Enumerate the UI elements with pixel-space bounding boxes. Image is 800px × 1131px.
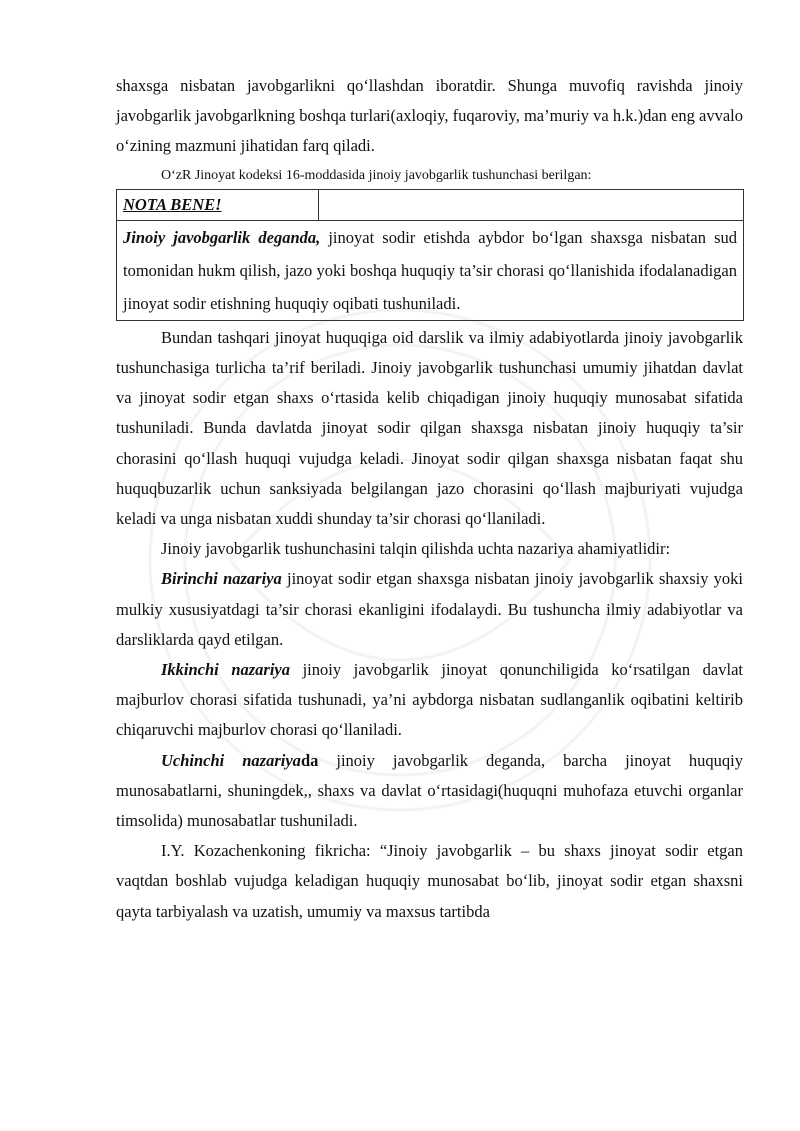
nota-bene-term: Jinoiy javobgarlik deganda, <box>123 227 321 247</box>
nota-bene-empty-cell <box>319 189 744 220</box>
nota-bene-definition-text: jinoyat sodir etishda aybdor bo‘lgan shaxsga nisbatan sud tomonidan hukm qilish, jazo yoki boshqa huquqiy ta’sir chorasi qo‘llanishida ifodalanadigan jinoyat sodir etishning huquqiy oqibati tushuniladi. <box>123 227 737 313</box>
nota-bene-header-cell <box>117 189 319 220</box>
nota-bene-header: NOTA BENE! <box>123 194 222 214</box>
third-theory-term: Uchinchi nazariya <box>161 750 301 770</box>
second-theory-text: jinoiy javobgarlik jinoyat qonunchiligida ko‘rsatilgan davlat majburlov chorasi sifatida tushunadi, ya’ni aybdorga nisbatan sudlanganlik oqibatini keltirib chiqaruvchi majburlov chorasi qo‘llaniladi. <box>116 660 743 740</box>
table-caption: O‘zR Jinoyat kodeksi 16-moddasida jinoiy javobgarlik tushunchasi berilgan: <box>161 167 592 183</box>
nota-bene-box <box>116 189 744 321</box>
paragraph-quote: I.Y. Kozachenkoning fikricha: “Jinoiy javobgarlik – bu shaxs jinoyat sodir etgan vaqtdan boshlab vujudga keladigan huquqiy munosabat bo‘lib, jinoyat sodir etgan shaxsni qayta tarbiyalash va uzatish, umumiy va maxsus tartibda <box>116 841 743 921</box>
third-theory-suffix: da <box>300 750 319 770</box>
paragraph-first-theory <box>116 564 743 655</box>
third-theory-text: jinoiy javobgarlik deganda, barcha jinoyat huquqiy munosabatlarni, shuningdek,, shaxs va davlat o‘rtasidagi(huquqni muhofaza etuvchi organlar timsolida) munosabatlar tushuniladi. <box>116 750 743 831</box>
second-theory-term: Ikkinchi nazariya <box>161 660 291 680</box>
paragraph: shaxsga nisbatan javobgarlikni qo‘llashdan iboratdir. Shunga muvofiq ravishda jinoiy javobgarlik javobgarlkning boshqa turlari(axloqiy, fuqaroviy, ma’muriy va h.k.)dan eng avvalo o‘zining mazmuni jihatidan farq qiladi. <box>116 76 743 156</box>
first-theory-term: Birinchi nazariya <box>161 569 282 589</box>
document-body <box>116 71 743 927</box>
paragraph: Bundan tashqari jinoyat huquqiga oid darslik va ilmiy adabiyotlarda jinoiy javobgarlik tushunchasiga turlicha ta’rif beriladi. Jinoiy javobgarlik tushunchasi umumiy jihatdan davlat va jinoyat sodir etgan shaxs o‘rtasida kelib chiqadigan jinoiy huquqiy munosabat sifatida tushuniladi. Bunda davlatda jinoyat sodir qilgan shaxsga nisbatan jinoiy huquqiy ta’sir chorasini qo‘llash huquqi vujudga keladi. Jinoyat sodir qilgan shaxsga nisbatan faqat shu huquqbuzarlik uchun sanksiyada belgilangan jazo chorasini qo‘llash majburiyati vujudga keladi va unga nisbatan xuddi shunday ta’sir chorasi qo‘llaniladi. <box>116 327 743 529</box>
paragraph-third-theory <box>116 746 743 837</box>
nota-bene-definition <box>117 220 744 320</box>
paragraph: Jinoiy javobgarlik tushunchasini talqin qilishda uchta nazariya ahamiyatlidir: <box>161 539 671 559</box>
paragraph-second-theory <box>116 655 743 746</box>
first-theory-text: jinoyat sodir etgan shaxsga nisbatan jinoiy javobgarlik shaxsiy yoki mulkiy xususiyatdagi ta’sir chorasi ekanligini ifodalaydi. Bu tushuncha ilmiy adabiyotlar va darsliklarda qayd etilgan. <box>116 569 743 649</box>
